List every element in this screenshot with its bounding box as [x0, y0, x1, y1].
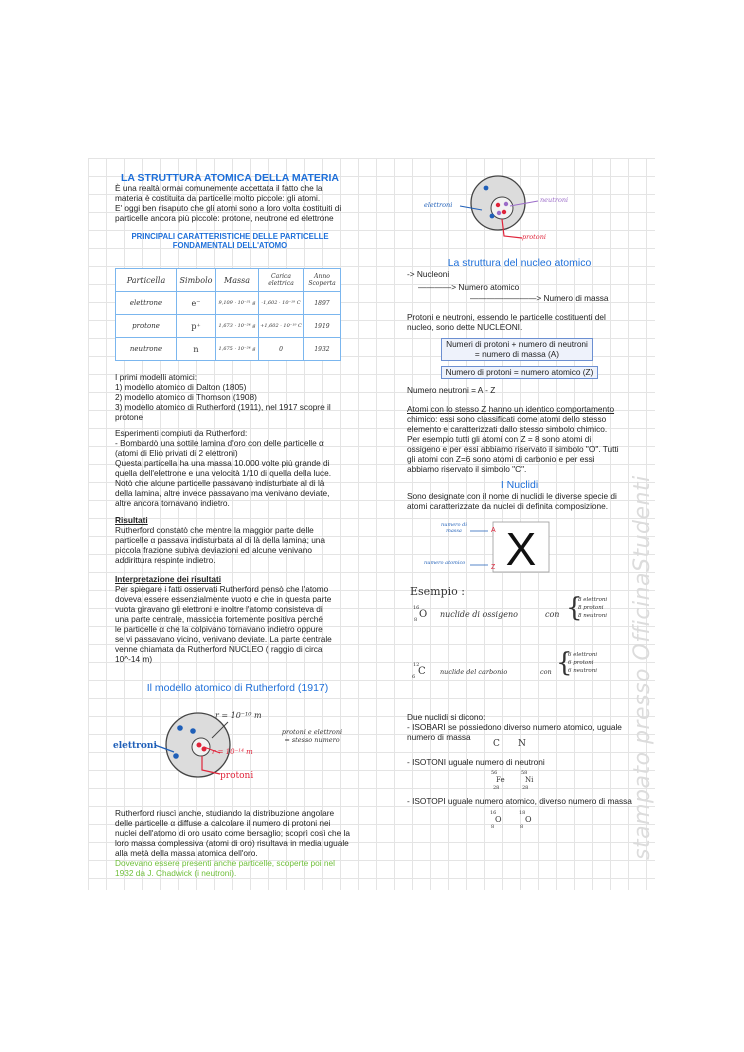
fe-mass: 56: [491, 770, 498, 776]
interp-line: 10^-14 m): [115, 654, 153, 664]
isobar-c: C: [493, 739, 500, 749]
models-line: 2) modello atomico di Thomson (1908): [115, 392, 257, 402]
nucleus-radius-label: r = 10⁻¹⁴ m: [212, 748, 253, 756]
results-heading: Risultati: [115, 515, 148, 525]
due-line: numero di massa: [407, 732, 471, 742]
due-line: Due nuclidi si dicono:: [407, 712, 486, 722]
neutron-dot: [497, 211, 501, 215]
ex2-list-item: 6 protoni: [568, 660, 594, 666]
experiments-line: quella dell'elettrone e una velocità 1/10 di quella della luce.: [115, 468, 332, 478]
o18-mass: 18: [519, 810, 526, 816]
nuclidi-line: Sono designate con il nome di nuclidi le diverse specie di: [407, 491, 617, 501]
closing-line: Rutherford riuscì anche, studiando la distribuzione angolare: [115, 808, 335, 818]
ex2-list: [568, 651, 597, 675]
interp-line: doveva essere essenzialmente vuoto e che in questa parte: [115, 594, 332, 604]
table-row: [116, 338, 341, 361]
table-header: Massa: [216, 269, 259, 292]
proton-dot: [496, 203, 500, 207]
table-row: [116, 315, 341, 338]
isotoni-line: - ISOTONI uguale numero di neutroni: [407, 757, 545, 767]
page-title: LA STRUTTURA ATOMICA DELLA MATERIA: [121, 172, 339, 184]
experiments-line: altre ancora tornavano indietro.: [115, 498, 230, 508]
electron-dot: [484, 186, 489, 191]
same-z-line: ossigeno e per essi abbiamo riservato il simbolo "O". Tutti: [407, 444, 619, 454]
same-z-line: Atomi con lo stesso Z hanno un identico comportamento: [407, 404, 615, 414]
models-list: [115, 372, 355, 422]
intro-line: materia è costituita da particelle molto piccole: gli atomi.: [115, 193, 321, 203]
ex1-text: nuclide di ossigeno: [440, 610, 518, 619]
ex2-text: nuclide del carbonio: [440, 668, 508, 676]
experiments-line: - Bombardò una sottile lamina d'oro con delle particelle α: [115, 438, 324, 448]
table-subtitle: [115, 232, 345, 250]
models-line: I primi modelli atomici:: [115, 372, 198, 382]
interp-line: una parte centrale, massiccia fortemente positiva perché: [115, 614, 323, 624]
atomic-number-label: numero atomico: [424, 560, 466, 566]
ex1-con: con: [545, 610, 560, 619]
same-z-line: abbiamo riservato il simbolo "C".: [407, 464, 527, 474]
interpretation-text: [115, 584, 360, 664]
results-line: piccola frazione subiva deviazioni ed alcune venivano: [115, 545, 312, 555]
intro-line: particelle ancora più piccole: protone, neutrone ed elettrone: [115, 213, 334, 223]
two-nuclides-text: [407, 712, 647, 742]
experiments-text: [115, 428, 360, 508]
table-cell: e⁻: [177, 292, 216, 315]
isotopi-line: - ISOTOPI uguale numero atomico, diverso numero di massa: [407, 796, 632, 806]
ex1-brace: {: [566, 593, 583, 623]
table-header-row: [116, 269, 341, 292]
results-text: [115, 525, 360, 565]
mass-number-arrow: ————————> Numero di massa: [470, 293, 609, 303]
nuclidi-title: I Nuclidi: [500, 479, 539, 491]
electrons-label: elettroni: [113, 741, 157, 751]
example-label: Esempio :: [410, 585, 465, 598]
neutron-formula: Numero neutroni = A - Z: [407, 385, 496, 395]
table-cell: 1919: [304, 315, 341, 338]
closing-line: delle particelle α diffuse a calcolare il numero di protoni nei: [115, 818, 331, 828]
results-line: particelle α passava indisturbata al di là della lamina; una: [115, 535, 326, 545]
nuclide-pointers: [470, 525, 490, 570]
interp-line: le particelle α che la colpivano tornavano indietro oppure: [115, 624, 323, 634]
ex2-list-item: 6 elettroni: [568, 652, 598, 658]
o16-atomic: 8: [491, 824, 495, 830]
fe-neutrons: 28: [493, 785, 500, 791]
nuclidi-line: atomi caratterizzate da nuclei di definita composizione.: [407, 501, 609, 511]
rutherford-model-title: Il modello atomico di Rutherford (1917): [146, 682, 329, 694]
ex1-list: [578, 596, 607, 620]
ex2-list-item: 6 neutroni: [568, 668, 598, 674]
nucleons-line: nucleo, sono dette NUCLEONI.: [407, 322, 523, 332]
closing-green-line: Dovevano essere presenti anche particelle, scoperte poi nel: [115, 858, 335, 868]
electron-dot: [490, 214, 495, 219]
table-cell: protone: [116, 315, 177, 338]
table-header: Carica elettrica: [259, 269, 304, 292]
same-z-text: [407, 404, 642, 474]
electron-dot: [177, 725, 183, 731]
nucleus-circle: [192, 738, 210, 756]
models-line: 3) modello atomico di Rutherford (1911), nel 1917 scopre il: [115, 402, 331, 412]
table-cell: -1,602 · 10⁻¹⁹ C: [259, 292, 304, 315]
atomic-symbol: Z: [491, 564, 496, 571]
fe-symbol: Fe: [496, 776, 505, 784]
nuclide-x-letter: X: [505, 523, 537, 575]
table-header: Anno Scoperta: [304, 269, 341, 292]
nucleus-title: La struttura del nucleo atomico: [447, 257, 592, 269]
table-cell: 0: [259, 338, 304, 361]
mass-number-box: [441, 338, 593, 361]
particles-table: [115, 268, 341, 361]
ni-neutrons: 28: [522, 785, 529, 791]
closing-green-line: 1932 da J. Chadwick (i neutroni).: [115, 868, 237, 878]
proton-dot: [502, 210, 506, 214]
table-cell: 1897: [304, 292, 341, 315]
closing-text: [115, 808, 365, 878]
ex1-symbol: O: [419, 609, 428, 620]
experiments-line: Notò che alcune particelle passavano indisturbate al di là: [115, 478, 325, 488]
ex2-brace: {: [556, 648, 573, 678]
table-header: Particella: [116, 269, 177, 292]
same-z-line: chimico: essi sono classificati come atomi dello stesso: [407, 414, 607, 424]
ex1-list-item: 8 neutroni: [578, 613, 608, 619]
table-cell: p⁺: [177, 315, 216, 338]
same-z-line: elemento e caratterizzati dallo stesso simbolo chimico.: [407, 424, 608, 434]
same-z-line: Per esempio tutti gli atomi con Z = 8 sono atomi di: [407, 434, 592, 444]
interp-line: se vi passavano vicino, venivano deviate. La parte centrale: [115, 634, 332, 644]
experiments-line: della lamina, altre invece passavano ma venivano deviate,: [115, 488, 330, 498]
protons-label: protoni: [220, 771, 254, 781]
electron-dot: [173, 753, 179, 759]
table-cell: neutrone: [116, 338, 177, 361]
nuclidi-text: [407, 491, 642, 511]
intro-line: E' oggi ben risaputo che gli atomi sono a loro volta costituiti di: [115, 203, 342, 213]
table-cell: +1,602 · 10⁻¹⁹ C: [259, 315, 304, 338]
ex1-atomic: 8: [414, 617, 418, 623]
interp-line: Per spiegare i fatti osservati Rutherford pensò che l'atomo: [115, 584, 329, 594]
ex2-mass: 12: [413, 662, 420, 668]
note-line: = stesso numero: [284, 736, 340, 744]
box-line: Numeri di protoni + numero di neutroni: [446, 339, 588, 349]
due-line: - ISOBARI se possiedono diverso numero atomico, uguale: [407, 722, 622, 732]
mass-number-label: numero di massa: [441, 522, 467, 534]
atom-radius-label: r = 10⁻¹⁰ m: [215, 711, 262, 720]
table-cell: 1932: [304, 338, 341, 361]
results-line: addirittura respinte indietro.: [115, 555, 216, 565]
watermark: stampato presso OfficinaStudenti: [630, 475, 655, 860]
electron-dot: [190, 728, 196, 734]
interp-line: venne chiamata da Rutherford NUCLEO ( raggio di circa: [115, 644, 323, 654]
ex1-list-item: 8 protoni: [578, 605, 604, 611]
neutron-dot: [504, 202, 508, 206]
closing-line: loro massa complessiva (atomi di oro) risultava in media uguale: [115, 838, 349, 848]
intro-text: [115, 183, 355, 223]
experiments-line: (atomi di Elio privati di 2 elettroni): [115, 448, 238, 458]
ni-mass: 58: [521, 770, 528, 776]
ex1-list-item: 8 elettroni: [578, 597, 608, 603]
atomic-number-arrow: ————> Numero atomico: [418, 282, 520, 292]
table-cell: elettrone: [116, 292, 177, 315]
interp-line: vuota giravano gli elettroni e inoltre l'atomo consisteva di: [115, 604, 323, 614]
subtitle-line: PRINCIPALI CARATTERISTICHE DELLE PARTICELLE: [131, 232, 329, 241]
o16-symbol: O: [495, 815, 502, 824]
table-header: Simbolo: [177, 269, 216, 292]
o16-mass: 16: [490, 810, 497, 816]
electrons-label: elettroni: [424, 201, 453, 209]
models-line: protone: [115, 412, 144, 422]
isobar-n: N: [518, 739, 526, 749]
ex2-con: con: [540, 668, 552, 676]
experiments-line: Questa particella ha una massa 10.000 volte più grande di: [115, 458, 330, 468]
nucleoni-label: -> Nucleoni: [407, 269, 450, 279]
o18-atomic: 8: [520, 824, 524, 830]
neutrons-label: neutroni: [540, 196, 569, 204]
experiments-line: Esperimenti compiuti da Rutherford:: [115, 428, 248, 438]
atomic-number-box: Numero di protoni = numero atomico (Z): [441, 366, 598, 379]
same-z-line: gli atomi con Z=6 sono atomi di carbonio e per essi: [407, 454, 595, 464]
table-cell: 9,109 · 10⁻³¹ g: [216, 292, 259, 315]
intro-line: È una realtà ormai comunemente accettata il fatto che la: [115, 183, 323, 193]
subtitle-line: FONDAMENTALI DELL'ATOMO: [172, 241, 288, 250]
proton-dot: [197, 743, 202, 748]
table-cell: 1,673 · 10⁻²⁴ g: [216, 315, 259, 338]
models-line: 1) modello atomico di Dalton (1805): [115, 382, 247, 392]
o18-symbol: O: [525, 815, 532, 824]
ex2-symbol: C: [418, 666, 426, 677]
nucleons-text: [407, 312, 637, 332]
table-cell: 1,675 · 10⁻²⁴ g: [216, 338, 259, 361]
ni-symbol: Ni: [525, 776, 534, 784]
charge-note: [272, 728, 352, 744]
closing-line: alla metà della massa atomica dell'oro.: [115, 848, 258, 858]
nuclide-symbol-diagram: [485, 518, 555, 576]
mass-symbol: A: [491, 527, 496, 534]
results-line: Rutherford constatò che mentre la maggior parte delle: [115, 525, 314, 535]
note-line: protoni e elettroni: [281, 728, 343, 736]
box-line: = numero di massa (A): [474, 349, 560, 359]
protons-label: protoni: [522, 233, 546, 241]
table-cell: n: [177, 338, 216, 361]
ex1-mass: 16: [413, 605, 420, 611]
interpretation-heading: Interpretazione dei risultati: [115, 574, 222, 584]
ex2-atomic: 6: [412, 674, 416, 680]
nucleons-line: Protoni e neutroni, essendo le particelle costituenti del: [407, 312, 606, 322]
table-row: [116, 292, 341, 315]
closing-line: nuclei dell'atomo di oro usato come bersaglio; scoprì così che la: [115, 828, 350, 838]
